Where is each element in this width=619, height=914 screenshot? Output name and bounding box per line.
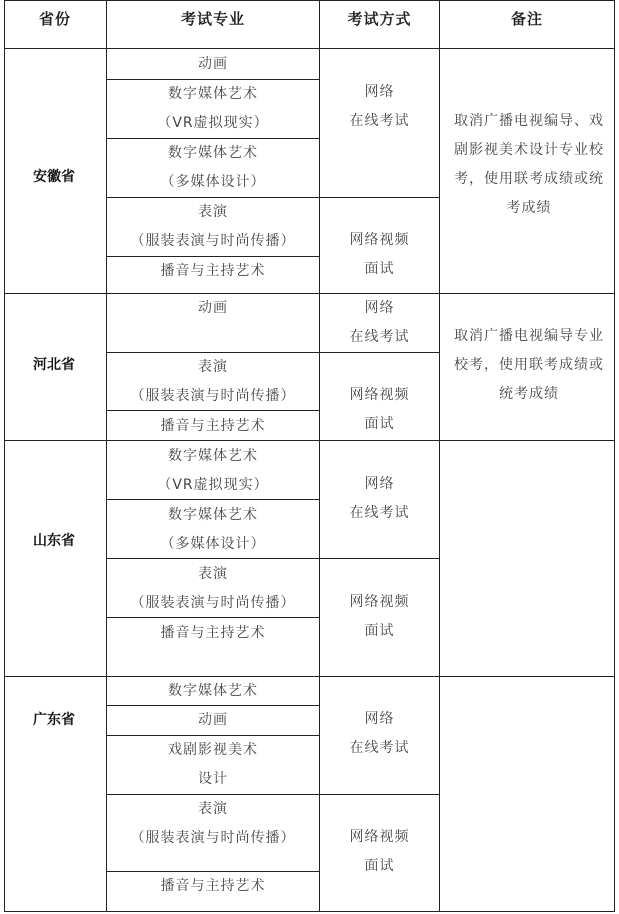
major-performance-sub: （服装表演与时尚传播） <box>130 830 296 846</box>
table-border-bottom <box>4 911 615 912</box>
note-anhui-line: 考成绩 <box>506 200 552 216</box>
method-video: 网络视频 <box>349 387 410 403</box>
major-animation: 动画 <box>198 56 228 72</box>
major-performance-sub: （服装表演与时尚传播） <box>130 595 296 611</box>
table-border-left <box>4 0 5 912</box>
major-performance: 表演 <box>198 801 228 817</box>
major-drama-design: 戏剧影视美术 <box>168 742 258 758</box>
major-digital-media: 数字媒体艺术 <box>168 86 258 102</box>
major-digital-media: 数字媒体艺术 <box>168 507 258 523</box>
header-province: 省份 <box>38 10 71 28</box>
major-digital-media: 数字媒体艺术 <box>168 683 258 699</box>
method-online-sub: 在线考试 <box>349 505 410 521</box>
major-digital-media: 数字媒体艺术 <box>168 145 258 161</box>
column-divider <box>319 0 320 912</box>
method-online-sub: 在线考试 <box>349 740 410 756</box>
method-online-sub: 在线考试 <box>349 113 410 129</box>
header-major: 考试专业 <box>180 10 245 28</box>
province-shandong: 山东省 <box>33 533 75 549</box>
method-online: 网络 <box>364 476 395 492</box>
major-broadcast: 播音与主持艺术 <box>160 878 266 894</box>
method-online: 网络 <box>364 84 395 100</box>
table-border-right <box>614 0 615 912</box>
note-hebei-line: 统考成绩 <box>499 386 559 402</box>
note-anhui-line: 考，使用联考成绩或统 <box>454 171 604 187</box>
major-drama-design-sub: 设计 <box>198 771 228 787</box>
major-broadcast: 播音与主持艺术 <box>160 263 266 279</box>
note-hebei-line: 取消广播电视编导专业 <box>454 328 604 344</box>
major-broadcast: 播音与主持艺术 <box>160 625 266 641</box>
note-hebei-line: 校考，使用联考成绩或 <box>454 357 604 373</box>
method-online-sub: 在线考试 <box>349 329 410 345</box>
method-video-sub: 面试 <box>364 416 395 432</box>
major-performance: 表演 <box>198 204 228 220</box>
major-digital-media-sub: （VR虚拟现实） <box>157 115 269 131</box>
major-performance-sub: （服装表演与时尚传播） <box>130 233 296 249</box>
major-digital-media-sub: （多媒体设计） <box>160 174 266 190</box>
note-anhui-line: 剧影视美术设计专业校 <box>454 142 604 158</box>
method-video-sub: 面试 <box>364 623 395 639</box>
table-border-top <box>4 0 615 1</box>
major-animation: 动画 <box>198 712 228 728</box>
column-divider <box>439 0 440 912</box>
note-anhui-line: 取消广播电视编导、戏 <box>454 113 604 129</box>
header-divider <box>4 48 615 49</box>
method-online: 网络 <box>364 711 395 727</box>
header-note: 备注 <box>510 10 543 28</box>
major-digital-media-sub: （多媒体设计） <box>160 536 266 552</box>
method-video-sub: 面试 <box>364 261 395 277</box>
major-animation: 动画 <box>198 300 228 316</box>
method-video: 网络视频 <box>349 829 410 845</box>
method-online: 网络 <box>364 300 395 316</box>
major-broadcast: 播音与主持艺术 <box>160 418 266 434</box>
method-video: 网络视频 <box>349 594 410 610</box>
method-video-sub: 面试 <box>364 858 395 874</box>
major-digital-media: 数字媒体艺术 <box>168 448 258 464</box>
header-method: 考试方式 <box>347 10 412 28</box>
major-performance-sub: （服装表演与时尚传播） <box>130 388 296 404</box>
major-digital-media-sub: （VR虚拟现实） <box>157 477 269 493</box>
province-guangdong: 广东省 <box>33 712 75 728</box>
method-video: 网络视频 <box>349 232 410 248</box>
province-anhui: 安徽省 <box>33 169 75 185</box>
major-performance: 表演 <box>198 566 228 582</box>
province-hebei: 河北省 <box>33 357 75 373</box>
major-performance: 表演 <box>198 359 228 375</box>
